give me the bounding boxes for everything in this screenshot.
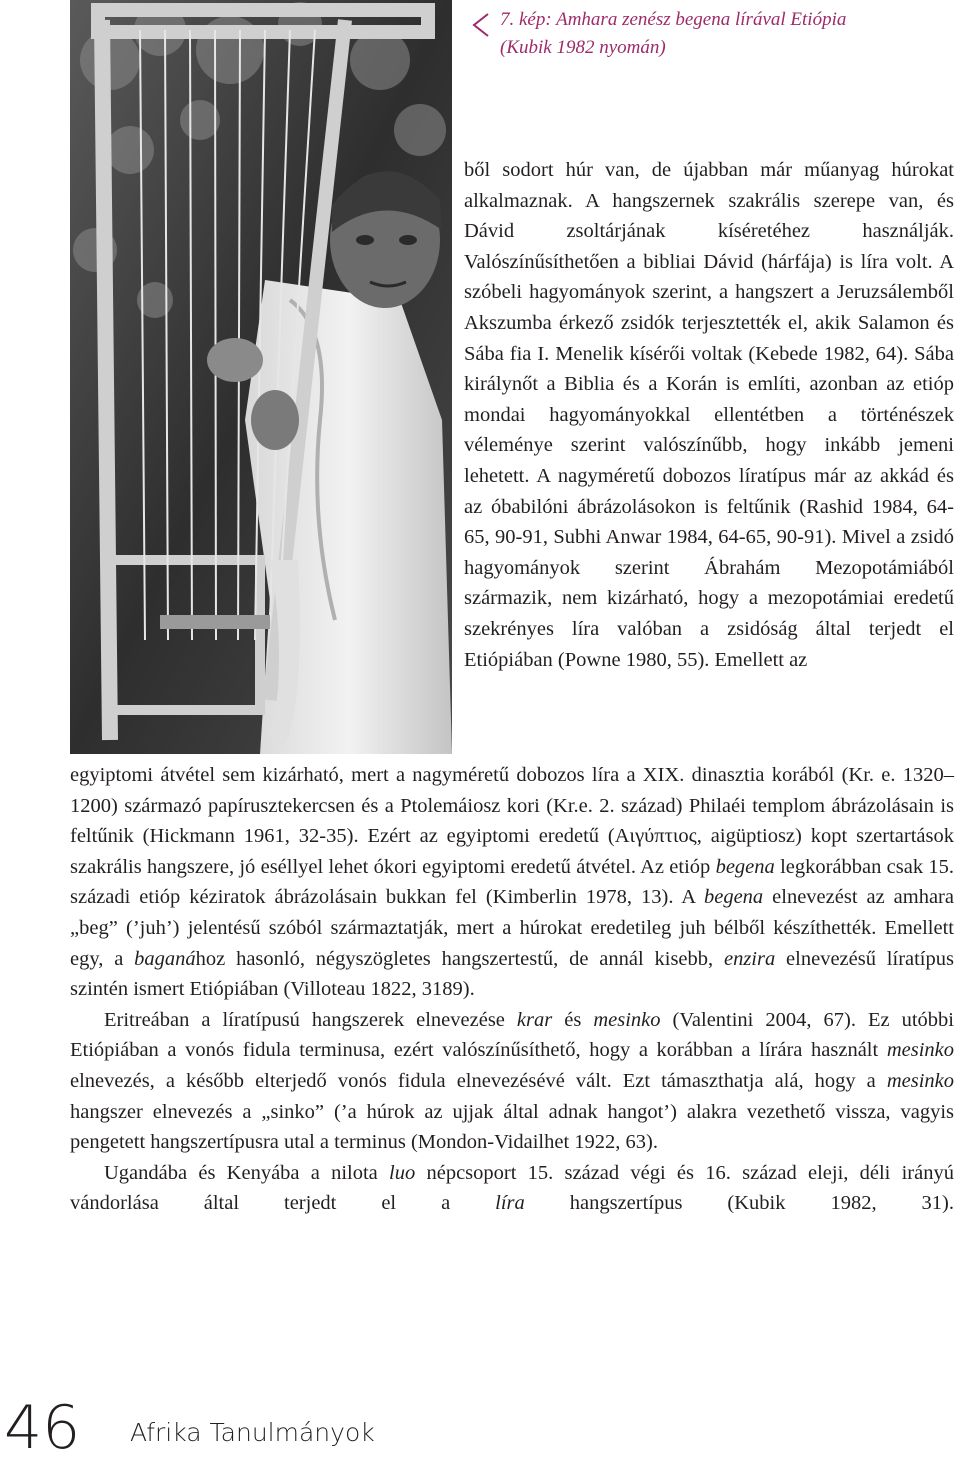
text-span: Eritreában a líratípusú hangszerek elnevezése	[104, 1008, 517, 1031]
body-text	[70, 760, 954, 1219]
page-number: 46	[4, 1393, 81, 1463]
text-span: hangszertípus (Kubik 1982, 31).	[524, 1192, 955, 1215]
italic-term: mesinko	[886, 1069, 954, 1092]
italic-term: begena	[703, 886, 764, 909]
figure-caption	[470, 6, 940, 62]
paragraph-2	[70, 1005, 954, 1158]
text-span: egyiptomi átvétel sem kizárható, mert a nagyméretű dobozos líra a XIX. dinasztia korából (Kr. e. 1320–1200) származó papírusztekercsen és a Ptolemáiosz kori (Kr.e. 2. század) Philaéi templom ábrázolásain is feltűnik (Hickmann 1961, 32-35). Ezért az egyiptomi eredetű (Αιγύπτιος, aigüptiosz) kopt szertartások szakrális hangszere, jó eséllyel lehet ókori egyiptomi eredetű átvétel. Az etióp	[70, 764, 954, 878]
italic-term: líra	[495, 1192, 525, 1215]
caption-line-2: (Kubik 1982 nyomán)	[500, 37, 666, 58]
column-text	[464, 155, 954, 675]
text-span: (Valentini 2004, 67). Ez utóbbi Etiópiában a vonós fidula terminusa, ezért valószínűsíthető, hogy a korábban a lírára használt	[70, 1008, 955, 1062]
text-span: népcsoport 15. század végi és 16. század eleji, déli irányú vándorlása által terjedt el a	[70, 1161, 954, 1215]
text-span: hangszer elnevezés a „sinko” (’a húrok az ujjak által adnak hangot’) alakra vezethető vissza, vagyis pengetett hangszertípusra utal a terminus (Mondon-Vidailhet 1922, 63).	[70, 1100, 954, 1154]
text-span: legkorábban csak 15. századi etióp kéziratok ábrázolásain bukkan fel (Kimberlin 1978, 13). A	[70, 855, 955, 909]
column-paragraph: ből sodort húr van, de újabban már műanyag húrokat alkalmaznak. A hangszernek szakrális szerepe van, és Dávid zsoltárjának kíséretéhez használják. Valószínűsíthetően a bibliai Dávid (hárfája) is líra volt. A szóbeli hagyományok szerint, a hangszert a Jeruzsálemből Akszumba érkező zsidók terjesztették el, akik Salamon és Sába fia I. Menelik kísérői voltak (Kebede 1982, 64). Sába királynőt a Biblia és a Korán is említi, azonban az etióp mondai hagyományokkal ellentétben a történészek véleménye szerint valószínűbb, hogy inkább jemeni lehetett. A nagyméretű dobozos líratípus már az akkád és az óbabilóni ábrázolásokon is feltűnik (Rashid 1984, 64-65, 90-91, Subhi Anwar 1984, 64-65, 90-91). Mivel a zsidó hagyományok szerint Ábrahám Mezopotámiából származik, nem kizárható, hogy a mezopotámiai eredetű szekrényes líra valóban a zsidóság által terjedt el Etiópiában (Powne 1980, 55). Emellett az	[464, 159, 954, 671]
text-span: elnevezést az amhara „beg” (’juh’) jelentésű szóból származtatják, mert a húrokat eredetileg juh bélből készíthették. Emellett egy, a	[70, 886, 954, 970]
italic-term: mesinko	[593, 1008, 661, 1031]
italic-term: krar	[516, 1008, 553, 1031]
italic-term: luo	[389, 1161, 416, 1184]
italic-term: baganá	[134, 947, 196, 970]
journal-title: Afrika Tanulmányok	[130, 1418, 375, 1447]
italic-term: mesinko	[886, 1039, 954, 1062]
paragraph-3	[70, 1158, 954, 1219]
text-span: elnevezésű líratípus szintén ismert Etiópiában (Villoteau 1822, 3189).	[70, 947, 954, 1001]
paragraph-1	[70, 760, 954, 1005]
text-span: hoz hasonló, négyszögletes hangszertestű, de annál kisebb,	[195, 947, 724, 970]
italic-term: enzira	[723, 947, 776, 970]
text-span: elnevezés, a később elterjedő vonós fidula elnevezésévé vált. Ezt támaszthatja alá, hogy a	[70, 1069, 887, 1092]
text-span: és	[552, 1008, 594, 1031]
chevron-left-icon	[470, 12, 492, 38]
text-span: Ugandába és Kenyába a nilota	[104, 1161, 390, 1184]
photo-begena-player	[70, 0, 452, 754]
caption-line-1: 7. kép: Amhara zenész begena lírával Etiópia	[500, 9, 847, 30]
italic-term: begena	[715, 855, 775, 878]
